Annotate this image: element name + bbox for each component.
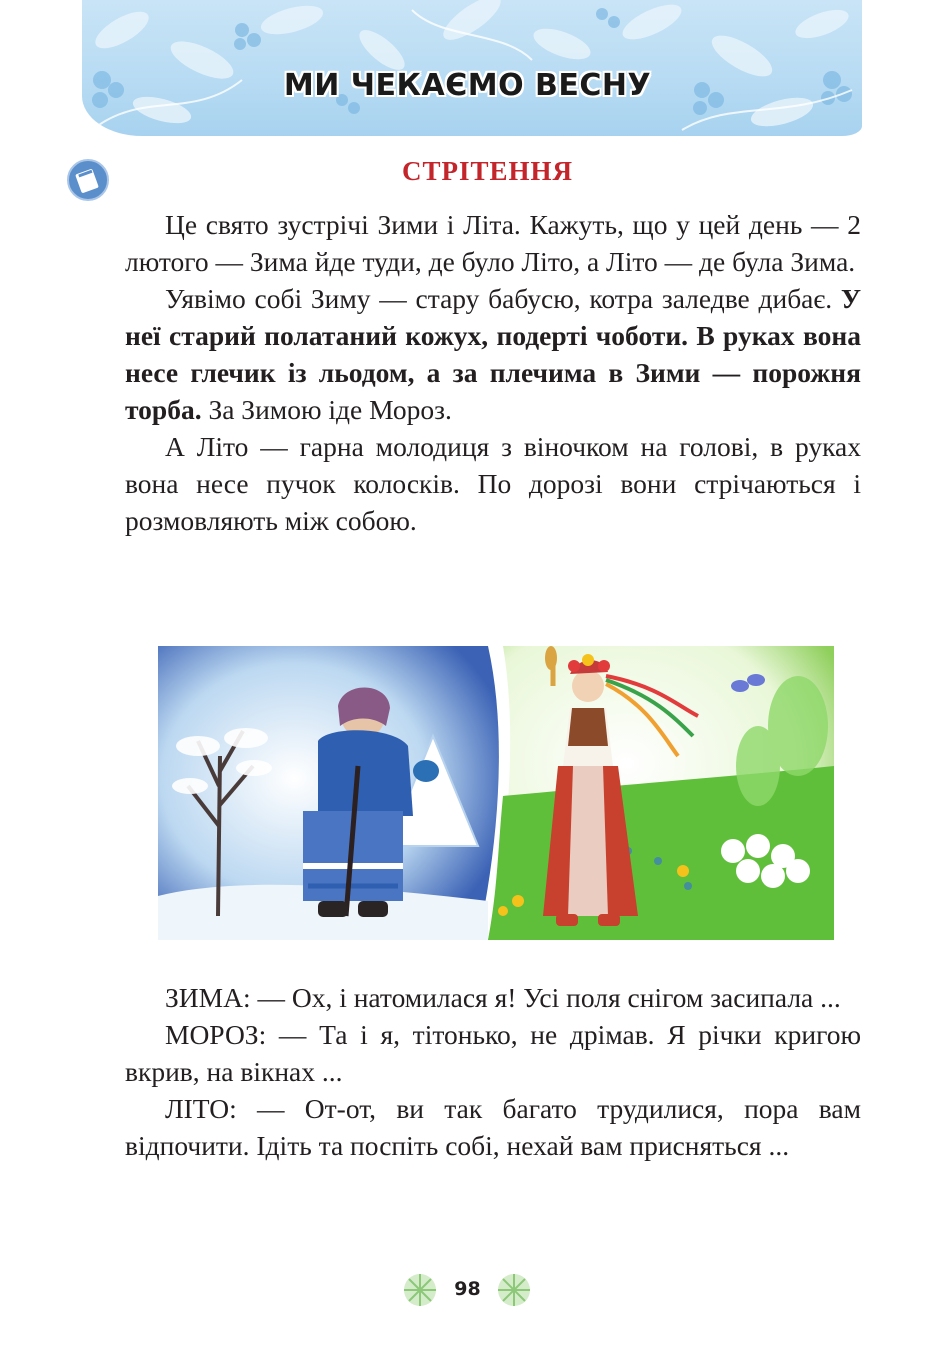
dialogue	[125, 979, 861, 1164]
page-number: 98	[454, 1278, 481, 1300]
paragraph-3: А Літо — гарна молодиця з віночком на голові, в руках вона несе пучок колосків. По дорозі вони стрічаються і розмовляють між собою.	[125, 431, 861, 536]
winter-old-woman-and-summer-girl-illustration	[158, 646, 834, 940]
paragraph-2-bold: У неї старий полатаний кожух, подерті чоботи. В руках вона несе глечик із льодом, а за плечима в Зими — порожня торба.	[125, 283, 861, 425]
paragraph-1: Це свято зустрічі Зими і Літа. Кажуть, що у цей день — 2 лютого — Зима йде туди, де було Літо, а Літо — де була Зима.	[125, 209, 861, 277]
section-title: МИ ЧЕКАЄМО ВЕСНУ	[283, 68, 652, 103]
story-text	[125, 206, 861, 539]
paragraph-2-outro: За Зимою іде Мороз.	[201, 394, 452, 425]
dialogue-line-summer: ЛІТО: — От-от, ви так багато трудилися, пора вам відпочити. Ідіть та поспіть собі, нехай вам присняться ...	[125, 1093, 861, 1161]
story-title: СТРІТЕННЯ	[401, 156, 574, 186]
dialogue-line-frost: МОРОЗ: — Та і я, тітонько, не дрімав. Я річки кригою вкрив, на вікнах ...	[125, 1019, 861, 1087]
dialogue-line-winter: ЗИМА: — Ох, і натомилася я! Усі поля снігом засипала ...	[165, 982, 841, 1013]
paragraph-2-intro: Уявімо собі Зиму — стару бабусю, котра заледве дибає.	[165, 283, 841, 314]
paragraph-2	[125, 280, 861, 428]
